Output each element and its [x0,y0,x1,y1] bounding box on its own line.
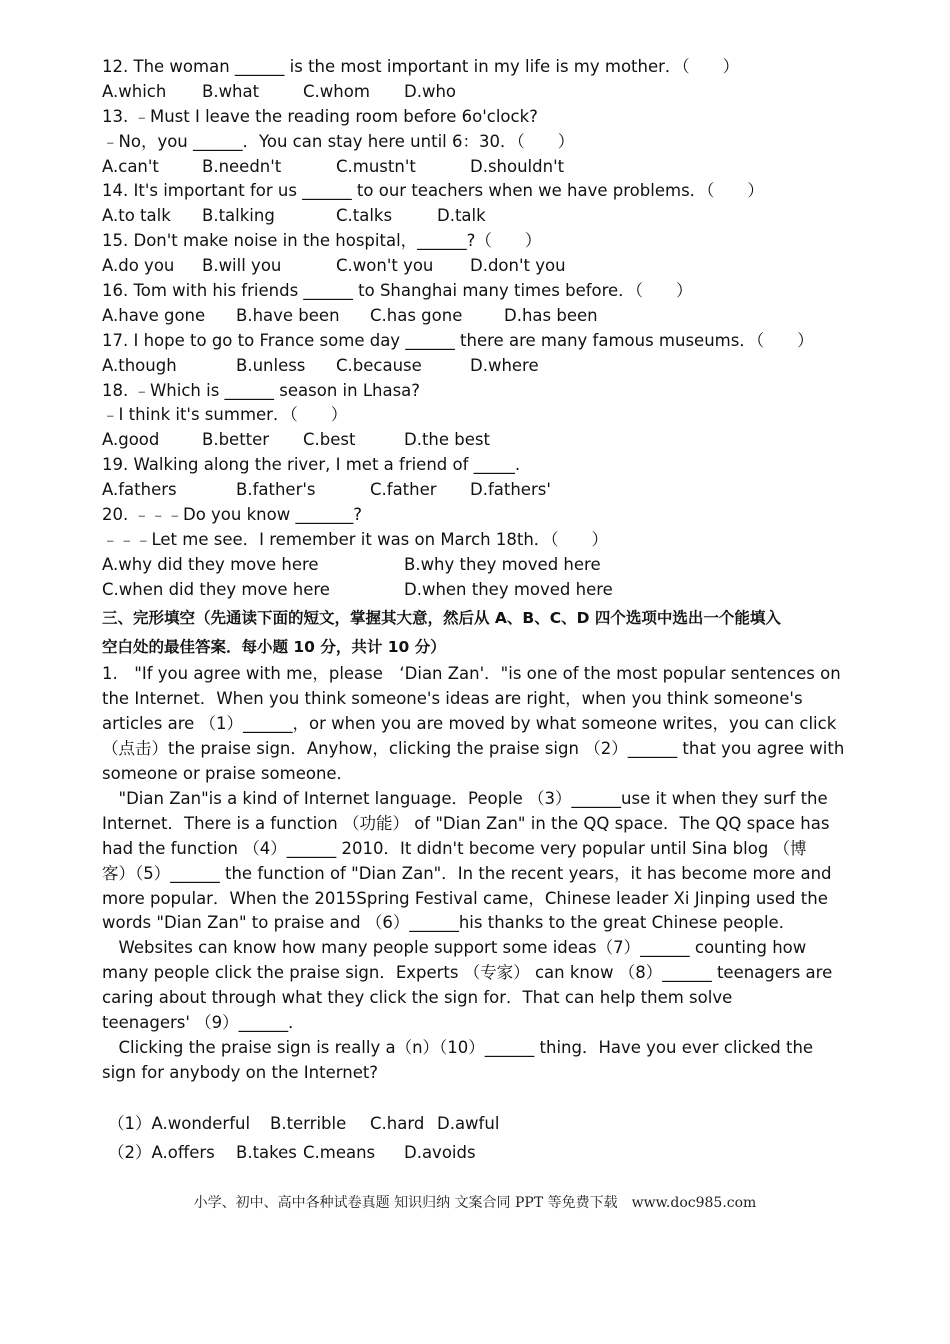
question-12-stem: 12. The woman ______ is the most important in my life is my mother．（ ） [102,57,740,76]
question-19-stem: 19. Walking along the river, I met a friend of _____. [102,455,521,474]
passage-line: more popular．When the 2015Spring Festival came，Chinese leader Xi Jinping used the [102,889,828,908]
passage-line: Websites can know how many people support some ideas（7）______ counting how [102,938,807,957]
option-c: C.best [303,430,356,449]
passage-line: Internet．There is a function （功能） of "Dian Zan" in the QQ space．The QQ space has [102,814,830,833]
option-b: B.better [202,430,270,449]
option-a: （1）A.wonderful [108,1114,251,1133]
passage-line: many people click the praise sign．Experts （专家） can know （8）______ teenagers are [102,963,833,982]
option-b: B.takes [236,1143,297,1162]
passage-line: articles are （1）______，or when you are moved by what someone writes，you can click [102,714,837,733]
passage-line: Clicking the praise sign is really a（n）（10）______ thing．Have you ever clicked the [102,1038,814,1057]
option-c: C.talks [336,206,393,225]
question-13-stem: 13. ﹣Must I leave the reading room before 6o'clock? [102,107,538,126]
option-a: A.have gone [102,306,206,325]
option-a: A.good [102,430,160,449]
passage-line: the Internet．When you think someone's ideas are right，when you think someone's [102,689,803,708]
option-c: C.because [336,356,422,375]
option-d: D.awful [437,1114,500,1133]
question-20-reply: ﹣﹣﹣Let me see．I remember it was on March 18th．（ ） [102,530,609,549]
question-17-stem: 17. I hope to go to France some day ______ there are many famous museums．（ ） [102,331,814,350]
option-b: B.father's [236,480,316,499]
option-d: D.who [404,82,456,101]
option-d: D.shouldn't [470,157,565,176]
option-a: A.though [102,356,177,375]
section-heading-line-2: 空白处的最佳答案．每小题 10 分，共计 10 分） [102,638,446,656]
option-c: C.mustn't [336,157,416,176]
passage-line: （点击）the praise sign．Anyhow，clicking the praise sign （2）______ that you agree with [102,739,845,758]
option-c: C.when did they move here [102,580,330,599]
passage-line: had the function （4）______ 2010．It didn't become very popular until Sina blog （博 [102,839,807,858]
option-c: C.means [303,1143,376,1162]
option-b: B.have been [236,306,340,325]
option-b: B.unless [236,356,306,375]
option-a: （2）A.offers [108,1143,215,1162]
option-b: B.what [202,82,260,101]
option-c: C.has gone [370,306,463,325]
option-c: C.father [370,480,437,499]
option-a: A.which [102,82,167,101]
option-c: C.whom [303,82,370,101]
passage-line: sign for anybody on the Internet? [102,1063,379,1082]
passage-line: caring about through what they click the sign for．That can help them solve [102,988,733,1007]
option-a: A.why did they move here [102,555,319,574]
passage-line: 1. "If you agree with me，please ‘Dian Zan'．"is one of the most popular sentences on [102,664,841,683]
question-15-stem: 15. Don't make noise in the hospital，______?（ ） [102,231,542,250]
option-a: A.to talk [102,206,171,225]
option-c: C.won't you [336,256,434,275]
option-a: A.do you [102,256,175,275]
option-d: D.has been [504,306,598,325]
page-footer: 小学、初中、高中各种试卷真题 知识归纳 文案合同 PPT 等免费下载 www.doc985.com [193,1195,757,1211]
option-d: D.fathers' [470,480,551,499]
option-b: B.needn't [202,157,282,176]
question-16-stem: 16. Tom with his friends ______ to Shanghai many times before．（ ） [102,281,693,300]
option-a: A.fathers [102,480,177,499]
question-18-stem: 18. ﹣Which is ______ season in Lhasa? [102,381,421,400]
option-d: D.don't you [470,256,566,275]
passage-line: "Dian Zan"is a kind of Internet language．People （3）______use it when they surf the [102,789,828,808]
option-c: C.hard [370,1114,425,1133]
option-d: D.avoids [404,1143,476,1162]
question-18-reply: ﹣I think it's summer．（ ） [102,405,348,424]
passage-line: 客）（5）______ the function of "Dian Zan"．In the recent years，it has become more and [102,864,832,883]
option-d: D.the best [404,430,490,449]
option-d: D.talk [437,206,486,225]
option-a: A.can't [102,157,159,176]
passage-line: teenagers' （9）______． [102,1013,305,1032]
section-heading: 三、完形填空（先通读下面的短文，掌握其大意，然后从 A、B、C、D 四个选项中选出一个能填入 [102,609,781,627]
question-20-stem: 20. ﹣﹣﹣Do you know _______? [102,505,362,524]
option-d: D.where [470,356,539,375]
option-b: B.talking [202,206,275,225]
option-b: B.terrible [270,1114,347,1133]
option-b: B.why they moved here [404,555,601,574]
option-d: D.when they moved here [404,580,613,599]
question-14-stem: 14. It's important for us ______ to our teachers when we have problems．（ ） [102,181,764,200]
passage-line: words "Dian Zan" to praise and （6）______his thanks to the great Chinese people． [102,913,796,932]
question-13-reply: ﹣No，you ______．You can stay here until 6：30．（ ） [102,132,575,151]
passage-line: someone or praise someone． [102,764,354,783]
option-b: B.will you [202,256,282,275]
